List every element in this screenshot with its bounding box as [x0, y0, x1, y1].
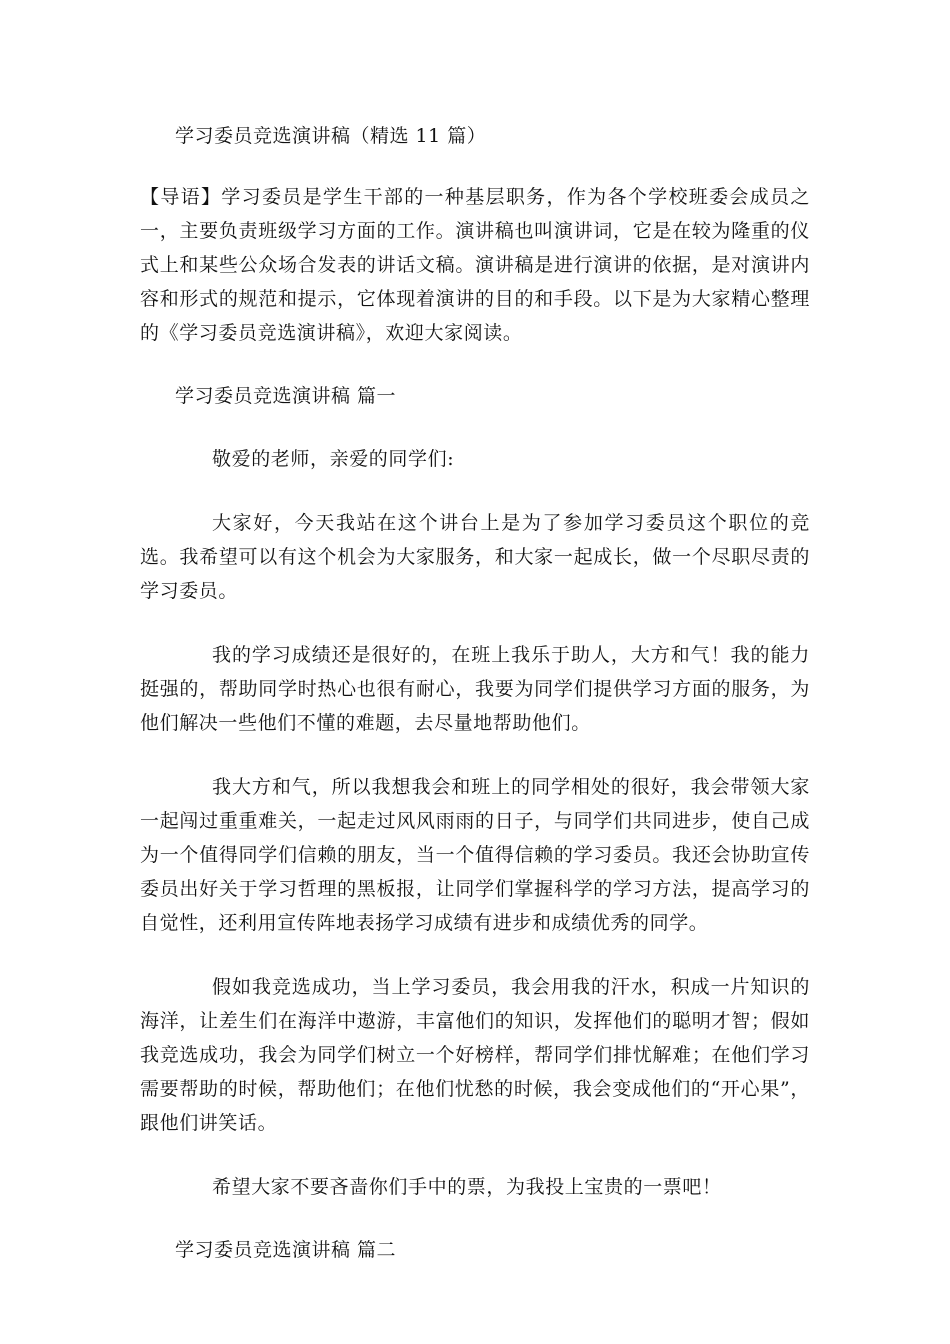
closing-paragraph: 希望大家不要吝啬你们手中的票，为我投上宝贵的一票吧！	[212, 1176, 722, 1198]
section-heading-2: 学习委员竞选演讲稿 篇二	[175, 1239, 397, 1261]
section-heading-1: 学习委员竞选演讲稿 篇一	[175, 385, 397, 407]
body-paragraph: 我的学习成绩还是很好的，在班上我乐于助人，大方和气！我的能力挺强的，帮助同学时热心也很有耐心，我要为同学们提供学习方面的服务，为他们解决一些他们不懂的难题，去尽量地帮助他们。	[140, 644, 810, 734]
document-title: 学习委员竞选演讲稿（精选 11 篇）	[175, 125, 487, 147]
body-paragraph: 我大方和气，所以我想我会和班上的同学相处的很好，我会带领大家一起闯过重重难关，一起走过风风雨雨的日子，与同学们共同进步，使自己成为一个值得同学们信赖的朋友，当一个值得信赖的学习委员。我还会协助宣传委员出好关于学习哲理的黑板报，让同学们掌握科学的学习方法，提高学习的自觉性，还利用宣传阵地表扬学习成绩有进步和成绩优秀的同学。	[140, 776, 810, 934]
body-paragraph: 假如我竞选成功，当上学习委员，我会用我的汗水，积成一片知识的海洋，让差生们在海洋中遨游，丰富他们的知识，发挥他们的聪明才智；假如我竞选成功，我会为同学们树立一个好榜样，帮同学们排忧解难；在他们学习需要帮助的时候，帮助他们；在他们忧愁的时候，我会变成他们的“开心果”，跟他们讲笑话。	[140, 976, 810, 1134]
body-paragraph: 大家好，今天我站在这个讲台上是为了参加学习委员这个职位的竞选。我希望可以有这个机会为大家服务，和大家一起成长，做一个尽职尽责的学习委员。	[140, 512, 810, 602]
salutation: 敬爱的老师，亲爱的同学们:	[212, 448, 455, 470]
intro-paragraph: 【导语】学习委员是学生干部的一种基层职务，作为各个学校班委会成员之一，主要负责班级学习方面的工作。演讲稿也叫演讲词，它是在较为隆重的仪式上和某些公众场合发表的讲话文稿。演讲稿是进行演讲的依据，是对演讲内容和形式的规范和提示，它体现着演讲的目的和手段。以下是为大家精心整理的《学习委员竞选演讲稿》，欢迎大家阅读。	[140, 186, 810, 344]
document-page	[140, 120, 810, 1266]
